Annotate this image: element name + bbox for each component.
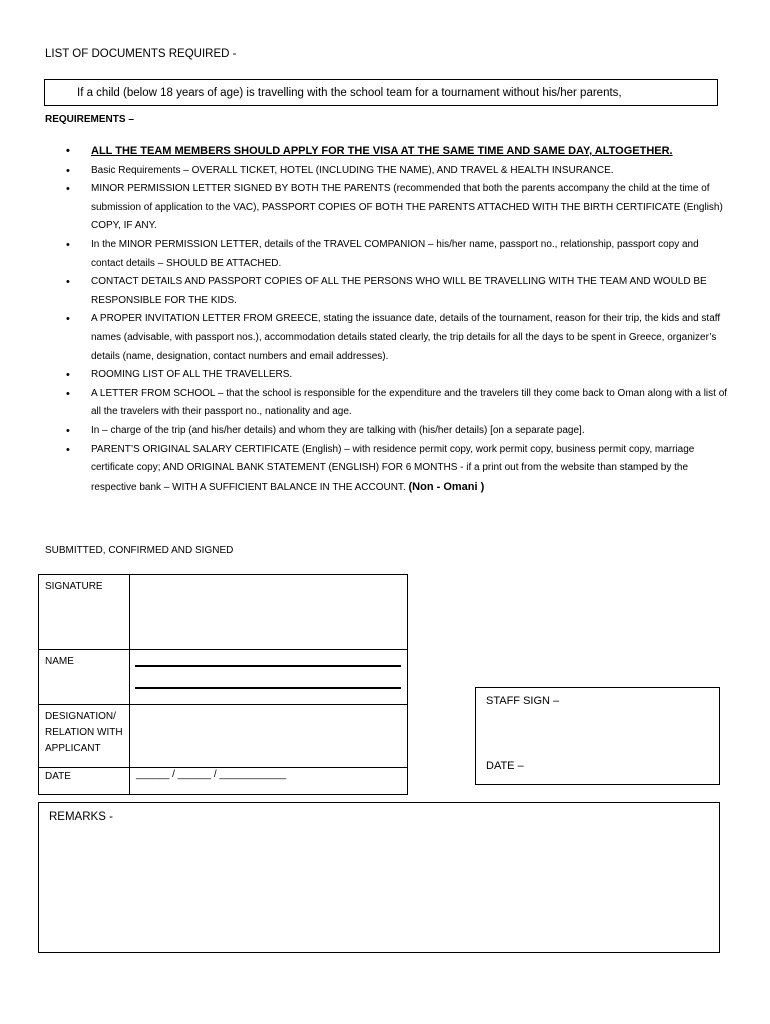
date-label: DATE	[39, 768, 130, 795]
designation-field[interactable]	[130, 705, 408, 768]
requirement-item	[62, 441, 728, 498]
requirement-item	[62, 273, 728, 310]
requirement-text: ALL THE TEAM MEMBERS SHOULD APPLY FOR THE VISA AT THE SAME TIME AND SAME DAY, ALTOGETHER.	[91, 145, 673, 157]
intro-statement-box	[44, 79, 718, 106]
requirement-text: CONTACT DETAILS AND PASSPORT COPIES OF ALL THE PERSONS WHO WILL BE TRAVELLING WITH THE TEAM AND WOULD BE RESPONSIBLE FOR THE KIDS.	[91, 276, 707, 306]
requirement-text: PARENT’S ORIGINAL SALARY CERTIFICATE (English) – with residence permit copy, work permit copy, business permit copy, marriage certificate copy; AND ORIGINAL BANK STATEMENT (ENGLISH) FOR 6 MONTHS - if a print out from the website than stamped by the respective bank – WITH A SUFFICIENT BALANCE IN THE ACCOUNT.	[91, 443, 695, 493]
requirement-item	[62, 162, 728, 181]
signature-label: SIGNATURE	[39, 575, 130, 650]
requirement-text: MINOR PERMISSION LETTER SIGNED BY BOTH THE PARENTS (recommended that both the parents accompany the child at the time of submission of application to the VAC), PASSPORT COPIES OF BOTH THE PARENTS ATTACHED WITH THE BIRTH CERTIFICATE (English) COPY, IF ANY.	[91, 183, 723, 232]
requirement-text: A PROPER INVITATION LETTER FROM GREECE, stating the issuance date, details of the tournament, reason for their trip, the kids and staff names (advisable, with passport nos.), accommodation details stated clearly, the trip details for all the days to be spent in Greece, organizer’s details (name, designation, contact numbers and email addresses).	[91, 313, 721, 362]
requirement-item	[62, 366, 728, 385]
applicant-signature-table	[38, 574, 408, 795]
name-label: NAME	[39, 650, 130, 705]
requirement-item	[62, 236, 728, 273]
non-omani-note: (Non - Omani )	[408, 480, 485, 493]
designation-label: DESIGNATION/ RELATION WITH APPLICANT	[39, 705, 130, 768]
requirement-text: In – charge of the trip (and his/her details) and whom they are talking with (his/her details) [on a separate page].	[91, 424, 585, 436]
requirement-text: In the MINOR PERMISSION LETTER, details of the TRAVEL COMPANION – his/her name, passport no., relationship, passport copy and contact details – SHOULD BE ATTACHED.	[91, 238, 699, 269]
remarks-box[interactable]	[38, 802, 720, 953]
name-line-2	[135, 687, 401, 689]
requirement-item	[62, 142, 728, 161]
submitted-label: SUBMITTED, CONFIRMED AND SIGNED	[45, 545, 234, 556]
signature-field[interactable]	[130, 575, 408, 650]
requirement-item	[62, 180, 728, 236]
requirement-text: A LETTER FROM SCHOOL – that the school is responsible for the expenditure and the travelers till they come back to Oman along with a list of all the travelers with their passport no., nationality and age.	[91, 387, 728, 418]
staff-sign-box	[475, 687, 720, 785]
requirement-item	[62, 385, 728, 422]
requirement-item	[62, 310, 728, 366]
requirement-item	[62, 422, 728, 441]
requirement-text: ROOMING LIST OF ALL THE TRAVELLERS.	[91, 369, 293, 381]
date-placeholder: ______ / ______ / ____________	[136, 769, 287, 780]
intro-statement: If a child (below 18 years of age) is travelling with the school team for a tournament without his/her parents,	[77, 87, 622, 99]
requirements-list	[62, 142, 728, 497]
remarks-label: REMARKS -	[49, 811, 113, 823]
staff-date-label: DATE –	[486, 760, 524, 772]
staff-sign-label: STAFF SIGN –	[486, 695, 560, 707]
requirements-label: REQUIREMENTS –	[45, 114, 134, 125]
name-field[interactable]	[130, 650, 408, 705]
date-field[interactable]	[130, 768, 408, 795]
requirement-text: Basic Requirements – OVERALL TICKET, HOTEL (INCLUDING THE NAME), AND TRAVEL & HEALTH INSURANCE.	[91, 164, 614, 176]
document-heading: LIST OF DOCUMENTS REQUIRED -	[45, 48, 237, 60]
